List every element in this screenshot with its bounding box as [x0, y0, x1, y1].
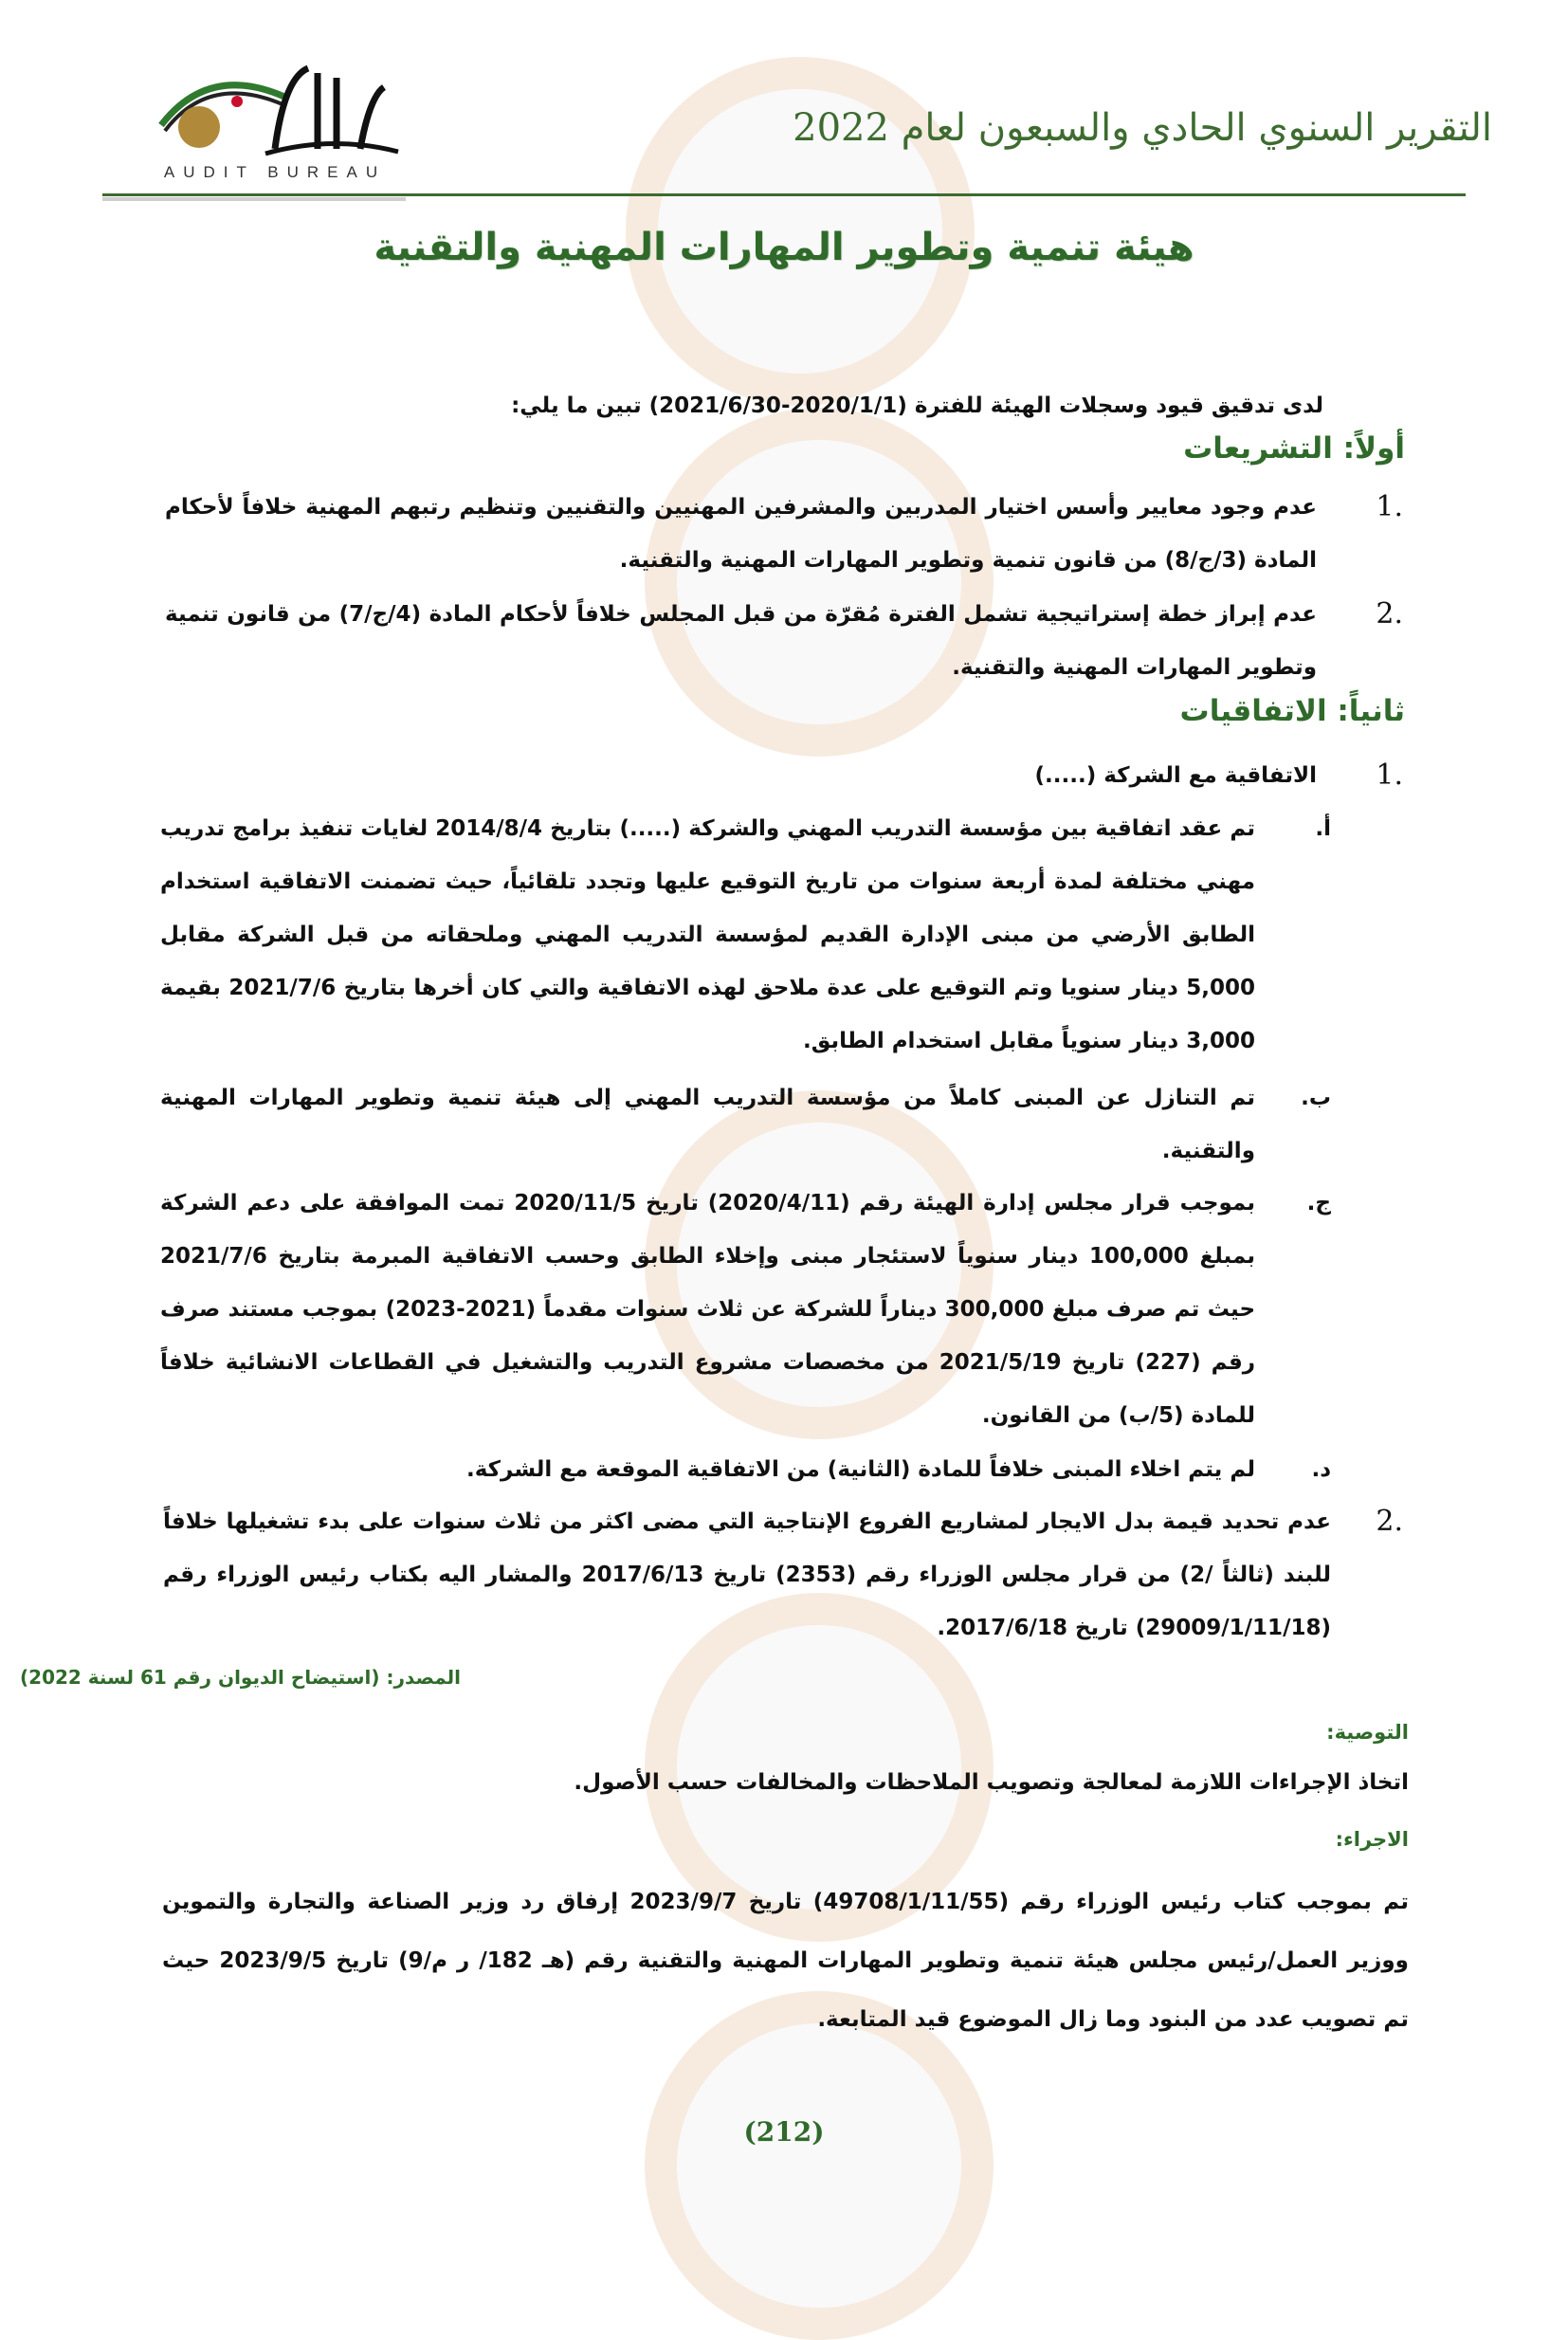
header-divider	[102, 193, 1466, 196]
list-number: 2.	[1376, 1505, 1403, 1538]
page-title: هيئة تنمية وتطوير المهارات المهنية والتقنية	[374, 226, 1194, 269]
list-item-title: الاتفاقية مع الشركة (.....)	[1034, 763, 1317, 788]
recommendation-heading: التوصية:	[1326, 1721, 1409, 1744]
page-number: (212)	[743, 2116, 825, 2148]
subitem-label: ج.	[1306, 1191, 1331, 1216]
section-heading-legislation: أولاً: التشريعات	[1183, 431, 1405, 466]
subitem-text: بموجب قرار مجلس إدارة الهيئة رقم (2020/4/11) تاريخ 2020/11/5 تمت الموافقة على دعم الشركة بمبلغ 100,000 دينار سنوياً لاستئجار مبنى وإخلاء الطابق وحسب الاتفاقية المبرمة بتاريخ 2021/7/6 حيث تم صرف مبلغ 300,000 ديناراً للشركة عن ثلاث سنوات مقدماً (2021-2023) بموجب مستند صرف رقم (227) تاريخ 2021/5/19 من مخصصات مشروع التدريب والتشغيل في القطاعات الانشائية خلافاً للمادة (5/ب) من القانون.	[160, 1191, 1256, 1428]
action-text: تم بموجب كتاب رئيس الوزراء رقم (49708/1/11/55) تاريخ 2023/9/7 إرفاق رد وزير الصناعة والتجارة والتموين ووزير العمل/رئيس مجلس هيئة تنمية وتطوير المهارات المهنية والتقنية رقم (هـ 182/ ر م/9) تاريخ 2023/9/5 حيث تم تصويب عدد من البنود وما زال الموضوع قيد المتابعة.	[162, 1890, 1409, 2032]
audit-bureau-logo	[142, 59, 408, 182]
list-item: عدم إبراز خطة إستراتيجية تشمل الفترة مُقرّة من قبل المجلس خلافاً لأحكام المادة (4/ج/7) من قانون تنمية وتطوير المهارات المهنية والتقنية.	[165, 602, 1317, 680]
subitem-text: تم عقد اتفاقية بين مؤسسة التدريب المهني والشركة (.....) بتاريخ 2014/8/4 لغايات تنفيذ برامج تدريب مهني مختلفة لمدة أربعة سنوات من تاريخ التوقيع عليها وتجدد تلقائياً، حيث تضمنت الاتفاقية استخدام الطابق الأرضي من مبنى الإدارة القديم لمؤسسة التدريب المهني وملحقاته من قبل الشركة مقابل 5,000 دينار سنويا وتم التوقيع على عدة ملاحق لهذه الاتفاقية والتي كان أخرها بتاريخ 2021/7/6 بقيمة 3,000 دينار سنوياً مقابل استخدام الطابق.	[160, 816, 1255, 1053]
report-title: التقرير السنوي الحادي والسبعون لعام 2022	[793, 106, 1492, 150]
source-note: المصدر: (استيضاح الديوان رقم 61 لسنة 2022)	[20, 1666, 461, 1689]
subitem-label: د.	[1311, 1457, 1331, 1482]
header-divider-accent	[102, 197, 406, 201]
action-heading: الاجراء:	[1335, 1828, 1409, 1851]
list-number: 1.	[1376, 759, 1403, 792]
subitem-label: ب.	[1301, 1086, 1331, 1110]
list-number: 2.	[1376, 597, 1403, 631]
logo-emblem-icon	[142, 59, 408, 163]
subitem-label: أ.	[1315, 816, 1331, 841]
subitem-text: تم التنازل عن المبنى كاملاً من مؤسسة التدريب المهني إلى هيئة تنمية وتطوير المهارات المهنية والتقنية.	[160, 1086, 1255, 1163]
list-number: 1.	[1376, 490, 1403, 523]
subitem-text: لم يتم اخلاء المبنى خلافاً للمادة (الثانية) من الاتفاقية الموقعة مع الشركة.	[466, 1457, 1255, 1482]
recommendation-text: اتخاذ الإجراءات اللازمة لمعالجة وتصويب الملاحظات والمخالفات حسب الأصول.	[574, 1770, 1409, 1795]
list-item: عدم تحديد قيمة بدل الايجار لمشاريع الفروع الإنتاجية التي مضى اكثر من ثلاث سنوات على بدء تشغيلها خلافاً للبند (ثالثاً /2) من قرار مجلس الوزراء رقم (2353) تاريخ 2017/6/13 والمشار اليه بكتاب رئيس الوزراء رقم (29009/1/11/18) تاريخ 2017/6/18.	[163, 1509, 1331, 1640]
list-item: عدم وجود معايير وأسس اختيار المدربين والمشرفين المهنيين والتقنيين وتنظيم رتبهم المهنية خلافاً لأحكام المادة (3/ج/8) من قانون تنمية وتطوير المهارات المهنية والتقنية.	[165, 495, 1317, 573]
intro-text: لدى تدقيق قيود وسجلات الهيئة للفترة (2020/1/1-2021/6/30) تبين ما يلي:	[511, 393, 1323, 418]
logo-text-en: AUDIT BUREAU	[163, 163, 387, 181]
section-heading-agreements: ثانياً: الاتفاقيات	[1179, 694, 1405, 728]
